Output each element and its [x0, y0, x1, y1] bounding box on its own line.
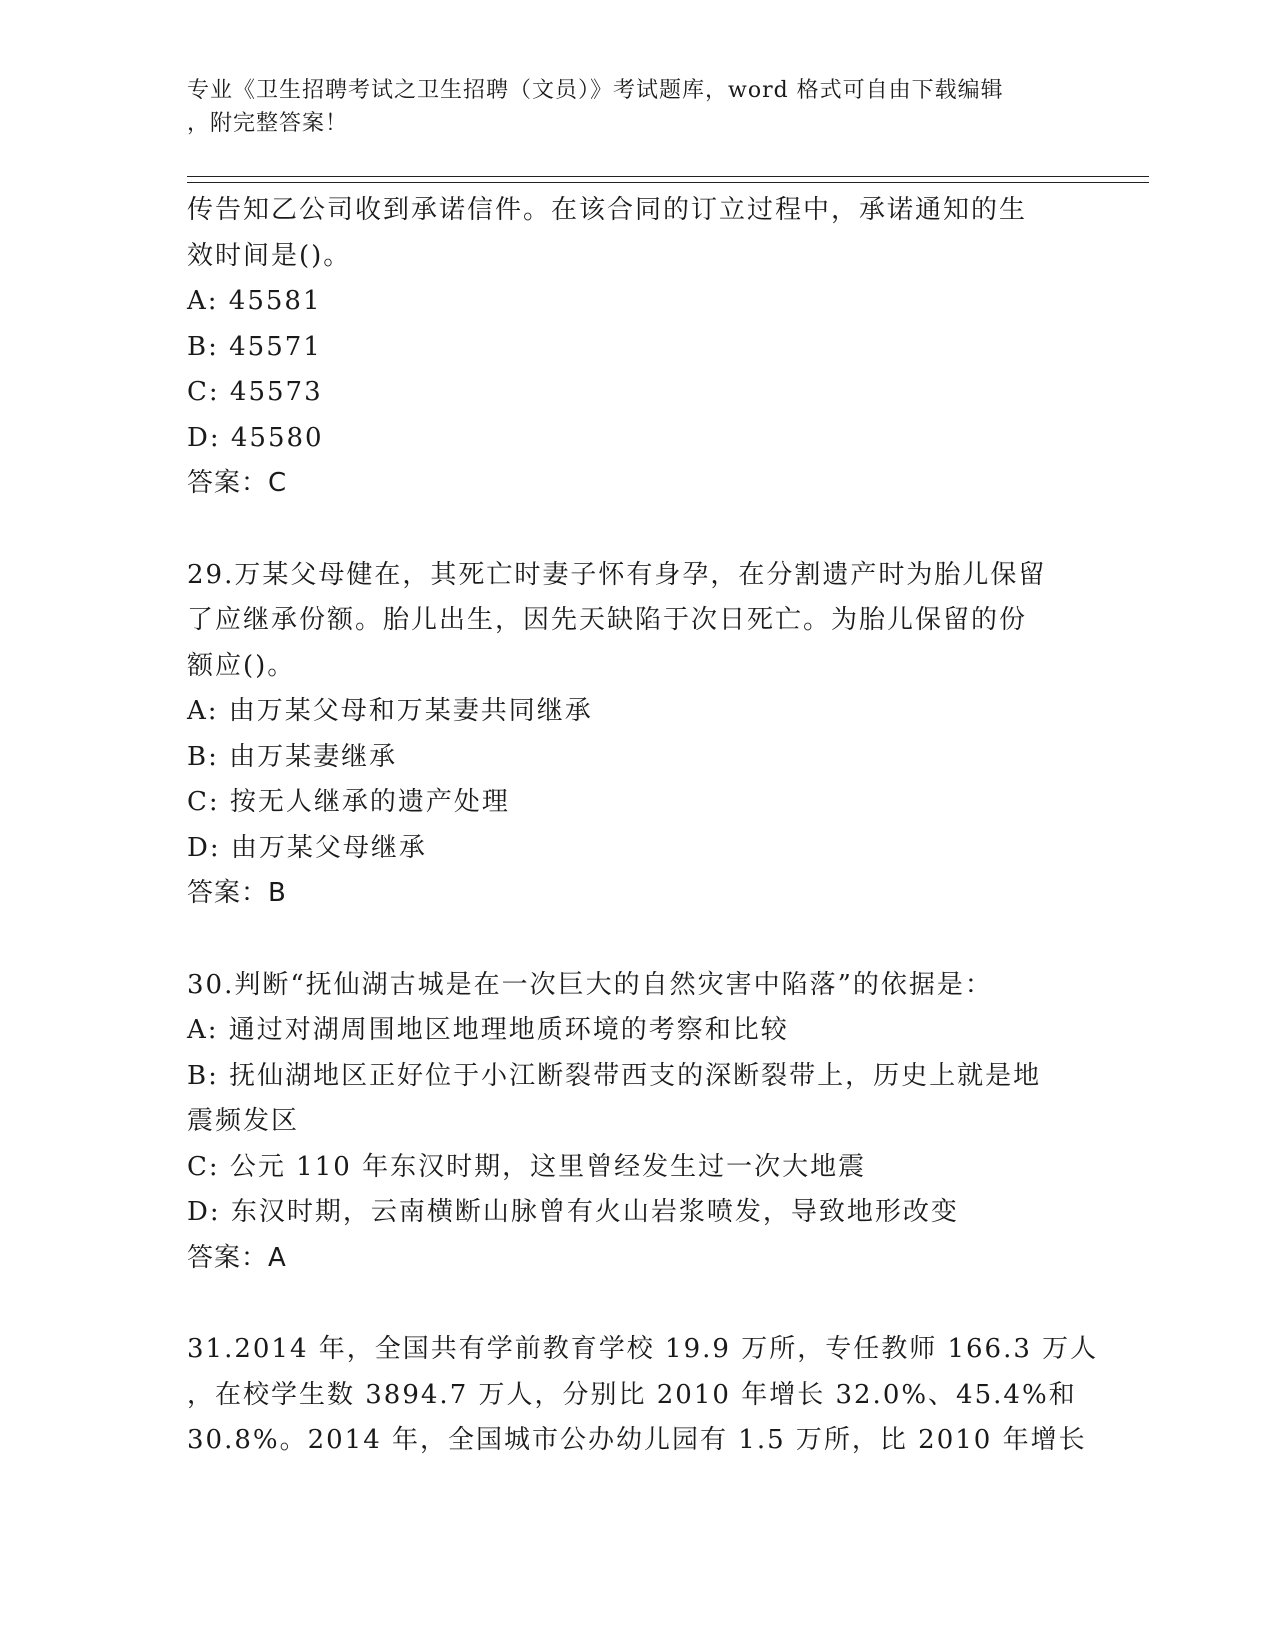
option-d: D: 45580 — [187, 422, 324, 453]
question-28 — [187, 188, 1087, 507]
header-divider-top — [187, 176, 1149, 177]
spacer — [187, 1281, 1087, 1327]
option-a: A: 45581 — [187, 286, 322, 316]
option-b: B: 抚仙湖地区正好位于小江断裂带西支的深断裂带上，历史上就是地 — [187, 1060, 1042, 1091]
question-content — [187, 188, 1099, 1464]
question-30 — [187, 963, 1087, 1282]
question-stem-line: 30.8%。2014 年，全国城市公办幼儿园有 1.5 万所，比 2010 年增长 — [187, 1425, 1087, 1455]
option-b-continued: 震频发区 — [187, 1106, 300, 1136]
question-stem-line: 效时间是()。 — [187, 240, 352, 271]
option-d: D: 东汉时期，云南横断山脉曾有火山岩浆喷发，导致地形改变 — [187, 1197, 959, 1227]
answer-line: 答案：B — [187, 878, 287, 908]
question-stem-line: ，在校学生数 3894.7 万人，分别比 2010 年增长 32.0%、45.4%和 — [187, 1379, 1077, 1410]
option-b: B: 45571 — [187, 331, 322, 362]
option-c: C: 公元 110 年东汉时期，这里曾经发生过一次大地震 — [187, 1151, 867, 1182]
option-d: D: 由万某父母继承 — [187, 832, 427, 863]
header-line-1: 专业《卫生招聘考试之卫生招聘（文员）》考试题库，word 格式可自由下载编辑 — [187, 78, 1004, 103]
question-31 — [187, 1327, 1099, 1464]
answer-line: 答案：A — [187, 1242, 287, 1273]
option-a: A: 由万某父母和万某妻共同继承 — [187, 696, 593, 726]
spacer — [187, 917, 1087, 963]
question-stem-line: 29.万某父母健在，其死亡时妻子怀有身孕，在分割遗产时为胎儿保留 — [187, 559, 1047, 590]
header-divider-bottom — [187, 182, 1149, 183]
answer-line: 答案：C — [187, 468, 288, 498]
option-c: C: 45573 — [187, 377, 323, 407]
question-stem-line: 31.2014 年，全国共有学前教育学校 19.9 万所，专任教师 166.3 万人 — [187, 1334, 1099, 1364]
option-c: C: 按无人继承的遗产处理 — [187, 787, 510, 817]
question-stem-line: 传告知乙公司收到承诺信件。在该合同的订立过程中，承诺通知的生 — [187, 195, 1028, 225]
option-b: B: 由万某妻继承 — [187, 741, 398, 772]
option-a: A: 通过对湖周围地区地理地质环境的考察和比较 — [187, 1015, 789, 1045]
question-stem-line: 额应()。 — [187, 650, 296, 681]
question-stem-line: 了应继承份额。胎儿出生，因先天缺陷于次日死亡。为胎儿保留的份 — [187, 605, 1028, 635]
question-stem-line: 30.判断“抚仙湖古城是在一次巨大的自然灾害中陷落”的依据是： — [187, 969, 993, 1000]
header-line-2: ，附完整答案！ — [187, 111, 349, 136]
document-header — [187, 74, 1067, 140]
spacer — [187, 507, 1087, 553]
question-29 — [187, 553, 1087, 917]
